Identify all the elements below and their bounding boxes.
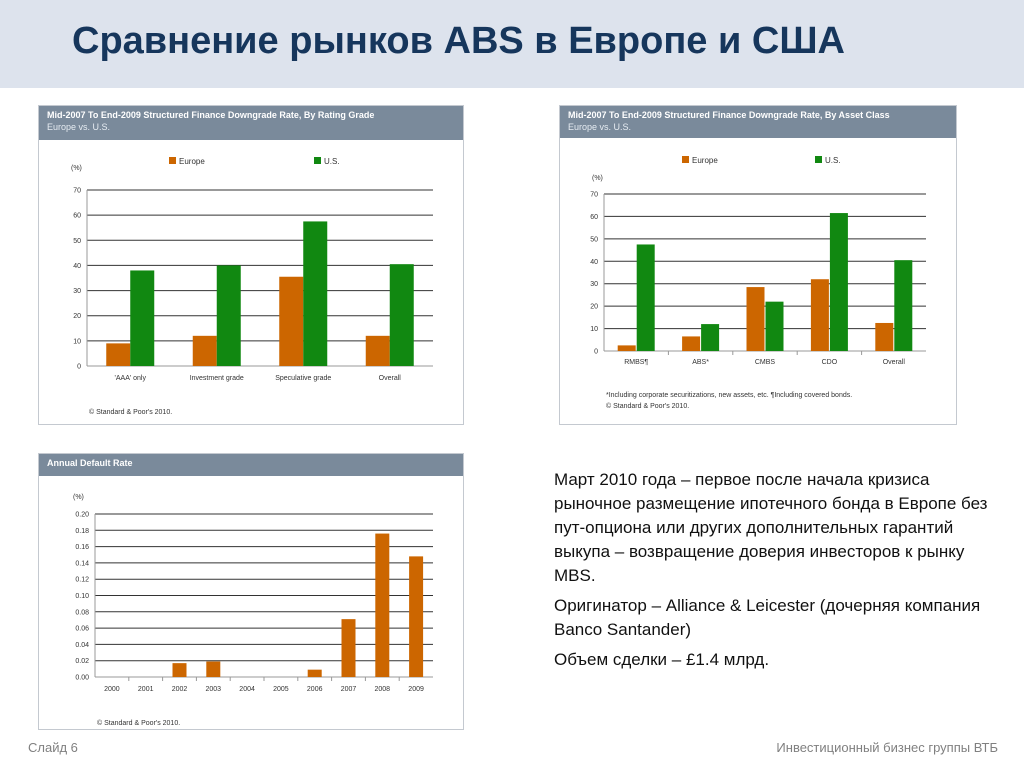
chart-asset-class [560,138,956,424]
footnote: © Standard & Poor's 2010. [606,403,690,410]
legend-label: Europe [692,156,718,165]
chart-subtitle: Europe vs. U.S. [47,122,111,132]
x-tick-label: ABS* [692,359,709,366]
bar-europe [279,277,303,366]
legend-label: U.S. [324,157,340,166]
legend-label: U.S. [825,156,841,165]
bar-us [130,270,154,366]
bar-us [637,244,655,351]
chart-panel-asset-class [559,105,957,425]
body-text [554,468,1004,678]
x-tick-label: RMBS¶ [624,359,649,366]
y-tick-label: 40 [73,262,81,270]
chart-header [39,454,463,476]
paragraph-deal-size: Объем сделки – £1.4 млрд. [554,650,770,669]
y-tick-label: 0 [77,363,81,371]
x-tick-label: Overall [378,375,401,382]
x-tick-label: 2008 [374,686,391,693]
y-tick-label: 0 [594,348,598,356]
slide-title: Сравнение рынков ABS в Европе и США [72,20,845,62]
legend-swatch [314,157,321,164]
x-tick-label: CMBS [754,359,776,366]
y-tick-label: 70 [73,187,81,195]
y-tick-label: 30 [73,288,81,296]
bar-europe [747,287,765,351]
bar-default [409,556,423,677]
legend-swatch [815,156,822,163]
bar-us [390,264,414,366]
bar-default [206,662,220,677]
y-tick-label: 50 [73,237,81,245]
x-tick-label: 2005 [273,686,289,693]
x-tick-label: Overall [882,359,905,366]
bar-europe [193,336,217,366]
y-tick-label: 0.20 [75,511,89,519]
bar-us [217,265,241,366]
x-tick-label: 2003 [205,686,222,693]
y-axis-label: (%) [71,165,82,172]
footer-company: Инвестиционный бизнес группы ВТБ [776,740,998,755]
chart-title: Annual Default Rate [47,458,133,468]
y-tick-label: 0.10 [75,593,89,600]
y-tick-label: 0.00 [75,674,89,682]
y-tick-label: 40 [590,258,598,266]
x-tick-label: 2006 [306,686,323,693]
y-tick-label: 30 [590,281,598,289]
y-tick-label: 0.02 [75,658,89,666]
bar-europe [682,336,700,351]
legend-swatch [169,157,176,164]
chart-panel-default-rate [38,453,464,730]
chart-header [39,106,463,140]
bar-europe [618,345,636,351]
chart-title: Mid-2007 To End-2009 Structured Finance Downgrade Rate, By Rating Grade [47,110,375,120]
bar-europe [875,323,893,351]
bar-us [701,324,719,351]
legend-box [117,153,417,167]
bar-default [342,619,356,677]
x-tick-label: 2001 [137,686,154,693]
bar-europe [811,279,829,351]
footnote: © Standard & Poor's 2010. [89,409,173,416]
chart-title: Mid-2007 To End-2009 Structured Finance Downgrade Rate, By Asset Class [568,110,890,120]
y-tick-label: 0.08 [75,609,89,617]
y-axis-label: (%) [592,175,603,182]
y-tick-label: 60 [73,212,81,220]
y-tick-label: 10 [73,338,81,346]
paragraph-placement: Март 2010 года – первое после начала кризиса рыночное размещение ипотечного бонда в Европе без пут-опциона или других дополнительных гарантий выкупа – возвращение доверия инвесторов к рынку MBS. [554,470,988,585]
legend-swatch [682,156,689,163]
paragraph-originator: Оригинатор – Alliance & Leicester (дочерняя компания Banco Santander) [554,596,981,639]
chart-rating-grade [39,140,463,424]
chart-default-rate [39,476,463,729]
x-tick-label: Investment grade [189,375,244,382]
chart-header [560,106,956,138]
x-tick-label: 2002 [171,686,188,693]
y-tick-label: 0.18 [75,527,89,535]
x-tick-label: Speculative grade [275,375,332,382]
bar-default [308,670,322,677]
legend-label: Europe [179,157,205,166]
y-tick-label: 0.12 [75,576,89,584]
x-tick-label: 2004 [239,686,255,693]
x-tick-label: 2007 [340,686,357,693]
y-tick-label: 20 [73,313,81,321]
x-tick-label: 2000 [104,686,120,693]
footnote: *Including corporate securitizations, new assets, etc. ¶Including covered bonds. [606,392,853,399]
bar-europe [106,343,130,366]
chart-subtitle: Europe vs. U.S. [568,122,632,132]
y-tick-label: 50 [590,236,598,244]
y-tick-label: 0.04 [75,641,89,649]
y-axis-label: (%) [73,494,84,501]
bar-europe [366,336,390,366]
bar-us [766,302,784,351]
x-tick-label: 'AAA' only [114,375,146,382]
y-tick-label: 10 [590,326,598,334]
bar-default [173,663,187,677]
footnote: © Standard & Poor's 2010. [97,720,181,727]
y-tick-label: 0.06 [75,625,89,633]
x-tick-label: 2009 [408,686,424,693]
x-tick-label: CDO [821,359,838,366]
bar-us [894,260,912,351]
y-tick-label: 70 [590,191,598,199]
slide-number: Слайд 6 [28,740,78,755]
y-tick-label: 0.14 [75,560,89,568]
bar-default [375,534,389,677]
y-tick-label: 60 [590,213,598,221]
bar-us [830,213,848,351]
y-tick-label: 0.16 [75,544,89,552]
y-tick-label: 20 [590,303,598,311]
chart-panel-rating-grade [38,105,464,425]
bar-us [303,221,327,366]
